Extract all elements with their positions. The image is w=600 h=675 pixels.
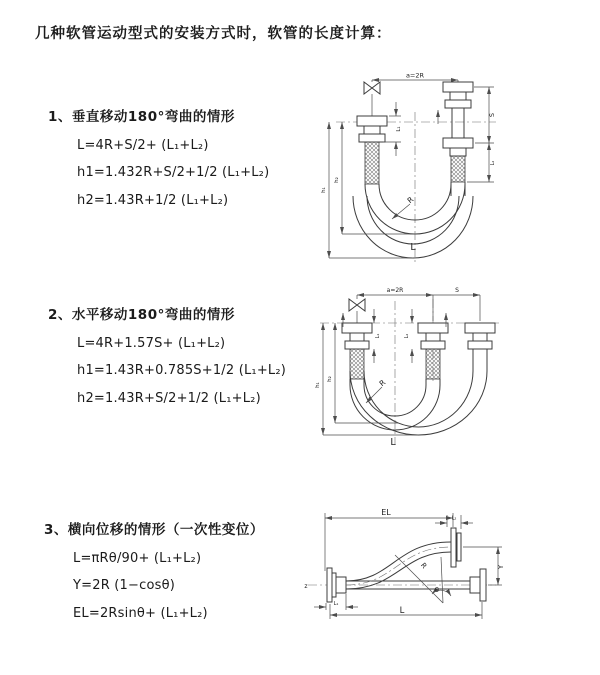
dim-label-h2: h₂ (334, 177, 340, 183)
dim-label-a2r: a=2R (405, 71, 425, 80)
section-heading (48, 108, 269, 126)
dim-label-y: Y (497, 564, 505, 570)
hose-curves (350, 371, 487, 435)
length-label: L (410, 242, 416, 253)
valve-icon (364, 80, 380, 116)
dim-l1 (374, 309, 381, 363)
dim-a2r-s (357, 287, 480, 321)
dim-label-s: S (455, 287, 459, 294)
right-fitting (443, 82, 473, 196)
dim-h1-h2 (315, 323, 418, 435)
dim-label-l1: L₁ (333, 601, 339, 607)
section-heading-text: 横向位移的情形（一次性变位） (67, 522, 264, 538)
dim-l1 (383, 102, 402, 156)
dim-label-s: S (488, 112, 496, 118)
formula-line: Y=2R (1−cosθ) (73, 578, 176, 593)
section-heading (48, 306, 286, 324)
dim-el (325, 508, 453, 571)
section-vertical-180 (48, 108, 269, 209)
radius-label: R (377, 377, 388, 389)
formula-line: h2=1.43R+1/2 (L₁+L₂) (77, 192, 229, 208)
dim-label-l2: L₂ (451, 515, 457, 522)
radius-construction (395, 555, 451, 603)
formula-line: L=4R+1.57S+ (L₁+L₂) (77, 335, 226, 351)
radius-label: R (418, 561, 429, 571)
left-fitting (357, 116, 387, 184)
section-horizontal-180 (48, 306, 286, 407)
formula-line: L=4R+S/2+ (L₁+L₂) (77, 137, 209, 153)
radius-label: R (405, 194, 416, 206)
valve-icon (349, 295, 365, 323)
angle-label: θ (435, 586, 439, 594)
radius-leader (392, 195, 415, 219)
dim-label-h1: h₁ (315, 382, 321, 388)
section-number: 1、 (48, 109, 72, 125)
left-flange (327, 568, 346, 602)
formula-line: L=πRθ/90+ (L₁+L₂) (73, 550, 202, 566)
dim-label-l2: L₂ (404, 333, 410, 339)
section-number: 2、 (48, 307, 72, 323)
dim-label-l2: L₂ (490, 160, 496, 166)
dim-label-h1: h₁ (321, 187, 327, 193)
diagram-horizontal-180 (308, 283, 508, 463)
hose-s-curve (346, 542, 451, 589)
dim-label-a2r: a=2R (386, 287, 404, 294)
right-lower-flange (470, 569, 486, 601)
dim-label-l: L (399, 606, 405, 616)
diagram-vertical-180 (316, 72, 506, 274)
dim-l2 (404, 309, 412, 363)
page-title: 几种软管运动型式的安装方式时，软管的长度计算： (35, 26, 392, 42)
formula-line: h2=1.43R+S/2+1/2 (L₁+L₂) (77, 390, 261, 406)
dim-l2 (435, 515, 473, 529)
upper-flange (451, 528, 461, 567)
middle-fitting (418, 323, 448, 379)
dim-label-l1: L₁ (396, 126, 402, 132)
formula-line: h1=1.43R+0.785S+1/2 (L₁+L₂) (77, 363, 287, 378)
length-label: L (390, 437, 396, 448)
section-lateral-displacement (44, 521, 264, 622)
section-heading (44, 521, 264, 539)
formula-line: EL=2Rsinθ+ (L₁+L₂) (73, 605, 208, 621)
dim-label-el: EL (381, 508, 391, 517)
section-heading-text: 水平移动180°弯曲的情形 (71, 307, 235, 323)
right-fitting (465, 323, 495, 371)
dim-label-l1: L₁ (375, 333, 381, 339)
left-fitting (342, 323, 372, 379)
radius-leader (366, 378, 387, 403)
formula-line: h1=1.432R+S/2+1/2 (L₁+L₂) (77, 165, 270, 180)
centerline-break-mark: z (304, 583, 308, 590)
dim-label-h2: h₂ (327, 376, 333, 382)
section-heading-text: 垂直移动180°弯曲的情形 (71, 109, 235, 125)
diagram-lateral-displacement (296, 503, 508, 625)
dim-l (330, 602, 482, 619)
section-number: 3、 (44, 522, 68, 538)
